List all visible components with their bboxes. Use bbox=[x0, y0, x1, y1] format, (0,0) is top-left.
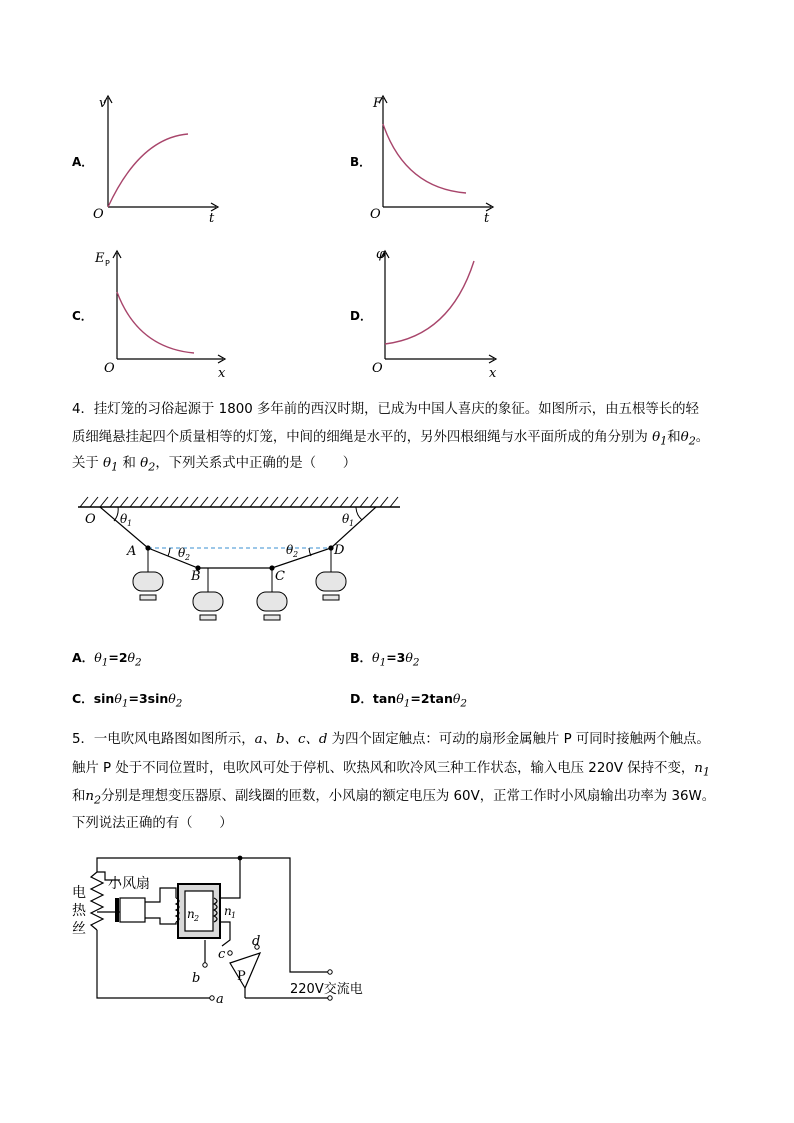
graph-a-x-label: t bbox=[209, 211, 215, 226]
n1-label: n bbox=[224, 904, 232, 918]
q4-line2: 质细绳悬挂起四个质量相等的灯笼，中间的细绳是水平的，另外四根细绳与水平面所成的角分别为 $\theta_1$和$\theta_2$。 bbox=[72, 430, 710, 448]
option-b-label: B． bbox=[350, 155, 372, 169]
graph-d-y-label: φ bbox=[376, 247, 386, 262]
q4-choice-b[interactable]: B．$\theta_1=3\theta_2$ bbox=[350, 650, 420, 669]
q4-line1: 4．挂灯笼的习俗起源于 1800 多年前的西汉时期，已成为中国人喜庆的象征。如图所示，由五根等长的轻 bbox=[72, 402, 699, 417]
lantern-1 bbox=[133, 572, 163, 600]
graph-a-y-label: v bbox=[99, 96, 107, 111]
graph-c-x-label: x bbox=[218, 366, 226, 381]
graph-a-origin: O bbox=[93, 207, 104, 222]
n1-label-sub: 1 bbox=[231, 911, 237, 920]
n2-label: n bbox=[187, 907, 195, 921]
label-theta2-right-sub: 2 bbox=[293, 550, 299, 559]
heater-label-2: 热 bbox=[72, 903, 86, 919]
ceiling-hatch bbox=[80, 497, 398, 507]
heater-coil bbox=[91, 872, 103, 930]
label-theta2-left: θ bbox=[178, 546, 186, 560]
graph-d-x-label: x bbox=[489, 366, 497, 381]
label-theta2-right: θ bbox=[286, 543, 294, 557]
terminal-b-label: b bbox=[192, 971, 201, 986]
graph-c-y-label: E bbox=[95, 251, 105, 266]
fan-motor bbox=[120, 898, 145, 922]
terminal-d-label: d bbox=[252, 934, 261, 949]
graph-d-curve bbox=[385, 261, 474, 344]
supply-label: 220V交流电 bbox=[290, 982, 363, 997]
option-d-label: D． bbox=[350, 309, 372, 323]
graph-b-y-label: F bbox=[373, 96, 383, 111]
label-theta1-left-sub: 1 bbox=[127, 519, 133, 528]
option-a-label: A． bbox=[72, 155, 94, 169]
q5-circuit bbox=[0, 850, 420, 1010]
q5-line1: 5．一电吹风电路图如图所示，a、b、c、d 为四个固定触点：可动的扇形金属触片 P 可同时接触两个触点。 bbox=[72, 732, 710, 747]
label-d: D bbox=[334, 543, 345, 558]
label-theta1-right-sub: 1 bbox=[349, 519, 355, 528]
label-theta1-left: θ bbox=[120, 512, 128, 526]
q3-graphs bbox=[0, 0, 794, 400]
q4-lantern-figure bbox=[0, 490, 420, 630]
q4-choice-c[interactable]: C．sinθ$_1$=3sinθ$_2$ bbox=[72, 691, 183, 710]
label-a: A bbox=[127, 544, 137, 559]
q4-choice-d[interactable]: D．tanθ$_1$=2tanθ$_2$ bbox=[350, 691, 467, 710]
graph-c-curve bbox=[117, 292, 194, 353]
graph-a bbox=[93, 96, 218, 226]
q4-choice-a[interactable]: A．$\theta_1=2\theta_2$ bbox=[72, 650, 142, 669]
graph-c-origin: O bbox=[104, 361, 115, 376]
label-b: B bbox=[191, 569, 201, 584]
label-c: C bbox=[275, 569, 285, 584]
graph-d bbox=[372, 247, 497, 381]
q5-line4: 下列说法正确的有（ ） bbox=[72, 816, 233, 831]
graph-c bbox=[94, 251, 226, 381]
graph-a-curve bbox=[108, 134, 188, 207]
graph-c-y-label-sub: P bbox=[105, 259, 110, 268]
lantern-3 bbox=[257, 592, 287, 620]
graph-b-origin: O bbox=[370, 207, 381, 222]
terminal-c-label: c bbox=[218, 947, 226, 962]
option-c-label: C． bbox=[72, 309, 93, 323]
label-theta2-left-sub: 2 bbox=[185, 553, 191, 562]
label-o: O bbox=[85, 512, 96, 527]
graph-b-curve bbox=[383, 124, 466, 193]
theta2-left-arc bbox=[168, 548, 170, 556]
switch-p-label: P bbox=[237, 969, 246, 984]
q4-line3: 关于 $\theta_1$ 和 $\theta_2$，下列关系式中正确的是（ ） bbox=[72, 456, 357, 474]
wire-bottom-a bbox=[97, 930, 212, 998]
theta1-right-arc bbox=[356, 507, 362, 520]
graph-d-origin: O bbox=[372, 361, 383, 376]
fan-label: 小风扇 bbox=[108, 876, 150, 892]
terminal-a-label: a bbox=[216, 992, 224, 1007]
rope bbox=[100, 507, 376, 568]
label-theta1-right: θ bbox=[342, 512, 350, 526]
q5-line3: 和$n_2$分别是理想变压器原、副线圈的匝数，小风扇的额定电压为 60V，正常工作时小风扇输出功率为 36W。 bbox=[72, 789, 716, 807]
q5-line2: 触片 P 处于不同位置时，电吹风可处于停机、吹热风和吹冷风三种工作状态，输入电压 220V 保持不变，$n_1$ bbox=[72, 761, 710, 779]
heater-label-1: 电 bbox=[72, 885, 86, 901]
lantern-2 bbox=[193, 592, 223, 620]
graph-b bbox=[370, 96, 493, 226]
lantern-4 bbox=[316, 572, 346, 600]
n2-label-sub: 2 bbox=[194, 914, 200, 923]
graph-b-x-label: t bbox=[484, 211, 490, 226]
heater-label-3: 丝 bbox=[72, 921, 86, 937]
